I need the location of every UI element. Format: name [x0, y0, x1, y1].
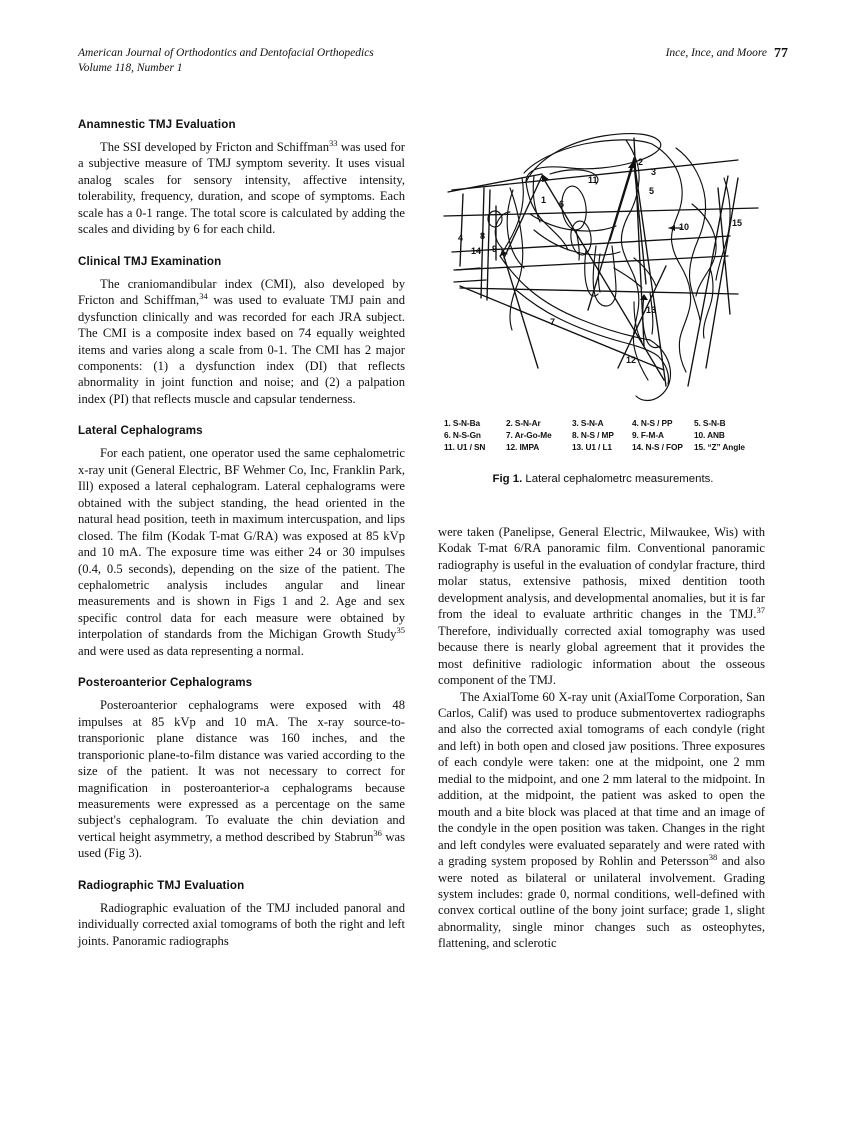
legend-row-3: [444, 441, 768, 453]
section-heading-lateral-cephalograms: Lateral Cephalograms: [78, 424, 203, 438]
cephalometric-tracing-diagram: [438, 118, 768, 413]
paragraph-panoramic-radiography: [438, 524, 765, 689]
legend-item-15: 15. “Z” Angle: [694, 442, 745, 453]
legend-item-12: 12. IMPA: [506, 442, 540, 453]
diagram-label-13: 13: [646, 305, 657, 315]
legend-item-6: 6. N-S-Gn: [444, 430, 481, 441]
legend-item-10: 10. ANB: [694, 430, 725, 441]
left-column: [78, 118, 405, 949]
legend-item-13: 13. U1 / L1: [572, 442, 612, 453]
diagram-label-15: 15: [732, 218, 743, 228]
legend-item-11: 11. U1 / SN: [444, 442, 486, 453]
legend-item-9: 9. F-M-A: [632, 430, 664, 441]
section-heading-clinical-exam: Clinical TMJ Examination: [78, 254, 222, 268]
paragraph-text: The craniomandibular index (CMI), also developed by Fricton and Schiffman,$^{34}$ was used to evaluate TMJ pain and dysfunction clinically and was recorded for each JRA subject. The CMI is a composite index based on 74 equally weighted items and varies along a scale from 0-1. The CMI has 2 major components: (1) a dysfunction index (DI) that reflects abnormality in joint function and noise; and (2) a palpation index (PI) that reflects muscle and capsular tenderness.: [78, 276, 405, 406]
legend-item-1: 1. S-N-Ba: [444, 418, 480, 428]
section-heading-anamnestic: Anamnestic TMJ Evaluation: [78, 118, 236, 131]
figure-legend-key: [438, 417, 768, 454]
paragraph-clinical-exam: [78, 276, 405, 408]
paragraph-posteroanterior-cephalograms: [78, 697, 405, 862]
running-head-left: [78, 46, 374, 76]
diagram-label-8: 8: [480, 231, 486, 241]
diagram-label-4: 4: [458, 233, 464, 243]
legend-row-2: [444, 429, 768, 441]
diagram-label-1: 1: [541, 195, 547, 205]
legend-item-2: 2. S-N-Ar: [506, 418, 541, 428]
page-number: 77: [774, 46, 788, 61]
paragraph-text: The AxialTome 60 X-ray unit (AxialTome Corporation, San Carlos, Calif) was used to produce submentovertex radiographs and also the corrected axial tomograms of each condyle (right and left) in both open and closed jaw positions. Three exposures of each condyle were taken: one at the midpoint, one 2 mm medial to the midpoint, and one 2 mm lateral to the midpoint. In addition, at the midpoint, the patient was asked to open the mouth and a bite block was placed at that time and an image of the condyle in the open position was taken. Changes in the right and left condyles were evaluated separately and were rated with a grading system proposed by Rohlin and Petersson$^{38}$ and also were noted as bilateral or unilateral involvement. Grading system includes: grade 0, normal conditions, well-defined with convex cortical outline of the bony joint surface; grade 1, slight abnormality, single minor changes such as osteophytes, flattening, and sclerotic: [438, 689, 765, 951]
figure-caption: [438, 472, 768, 486]
legend-item-5: 5. S-N-B: [694, 418, 726, 428]
paragraph-text: Radiographic evaluation of the TMJ included panoral and individually corrected axial tomograms of both the right and left joints. Panoramic radiographs: [78, 900, 405, 948]
paragraph-text: were taken (Panelipse, General Electric, Milwaukee, Wis) with Kodak T-mat 6/RA panoramic film. Conventional panoramic radiography is useful in the evaluation of condylar fracture, third molar status, extensive pathosis, mixed dentition tooth development analysis, and developmental anomalies, but it is far from the ideal to evaluate arthritic changes in the TMJ.$^{37}$ Therefore, individually corrected axial tomography was used because there is nearly global agreement that it provides the most definitive radiologic information about the osseous component of the TMJ.: [438, 525, 765, 688]
diagram-label-2: 2: [638, 157, 644, 167]
paragraph-lateral-cephalograms: [78, 445, 405, 659]
paragraph-text: The SSI developed by Fricton and Schiffman$^{33}$ was used for a subjective measure of TMJ symptom severity. It uses visual analog scales for sensory intensity, affective intensity, tolerability, frequency, duration, and scope of symptoms. Each scale has a 0-1 range. The total score is calculated by adding the scales and dividing by 6 for each child.: [78, 137, 405, 237]
running-head-right: [666, 46, 788, 61]
paragraph-text: Posteroanterior cephalograms were exposed with 48 impulses at 85 kVp and 10 mA. The x-ray source-to-transporionic plane distance was 160 inches, and the transporionic plane-to-film distance was varied according to the size of the patient. It was not necessary to correct for magnification in posteroanterior-a cephalograms because measurements were expressed as a percentage on the same subject's cephalogram. To evaluate the chin deviation and vertical height asymmetry, a method described by Stabrun$^{36}$ was used (Fig 3).: [78, 698, 406, 861]
diagram-label-6: 6: [559, 199, 565, 209]
figure-caption-label: Fig 1.: [492, 472, 523, 485]
diagram-label-5: 5: [649, 186, 655, 196]
paragraph-radiographic-tmj: [78, 900, 405, 949]
diagram-label-7: 7: [550, 317, 556, 327]
legend-item-7: 7. Ar-Go-Me: [506, 430, 552, 441]
diagram-label-14: 14: [471, 246, 482, 256]
diagram-label-10: 10: [679, 222, 690, 232]
diagram-label-3: 3: [651, 167, 657, 177]
volume-issue: Volume 118, Number 1: [78, 62, 183, 74]
figure-caption-text: Lateral cephalometrc measurements.: [522, 472, 714, 485]
legend-item-8: 8. N-S / MP: [572, 430, 614, 441]
section-heading-radiographic-tmj: Radiographic TMJ Evaluation: [78, 878, 245, 892]
legend-row-1: [444, 417, 768, 429]
diagram-label-11: 11: [588, 175, 598, 185]
paragraph-axialtome: [438, 689, 765, 952]
figure-1: [438, 118, 768, 486]
legend-item-4: 4. N-S / PP: [632, 418, 673, 428]
journal-title: American Journal of Orthodontics and Dentofacial Orthopedics: [78, 47, 374, 59]
paragraph-anamnestic: [78, 139, 405, 238]
diagram-label-12: 12: [626, 355, 637, 365]
section-heading-posteroanterior-cephalograms: Posteroanterior Cephalograms: [78, 676, 253, 690]
running-head: [78, 46, 788, 76]
paragraph-text: For each patient, one operator used the same cephalometric x-ray unit (General Electric, BF Wehmer Co, Inc, Franklin Park, Ill) exposed a lateral cephalogram. Lateral cephalograms were obtained with the subject standing, the head oriented in the natural head position, teeth in maximum intercuspation, and lips closed. The film (Kodak T-mat G/RA) was exposed at 85 kVp and 10 mA. The exposure time was either 24 or 30 impulses (0.4, 0.5 seconds), depending on the size of the patient. The cephalometric analysis includes angular and linear measurements and is shown in Figs 1 and 2. Age and sex specific control data for each measure were obtained by interpolation of standards from the Michigan Growth Study$^{35}$ and were used as data representing a normal.: [78, 446, 405, 658]
right-column: [438, 524, 765, 952]
legend-item-3: 3. S-N-A: [572, 418, 604, 428]
author-names: Ince, Ince, and Moore: [665, 47, 767, 59]
legend-item-14: 14. N-S / FOP: [632, 442, 683, 453]
cephalogram-tracing-svg: [438, 118, 768, 413]
diagram-label-9: 9: [492, 244, 498, 254]
